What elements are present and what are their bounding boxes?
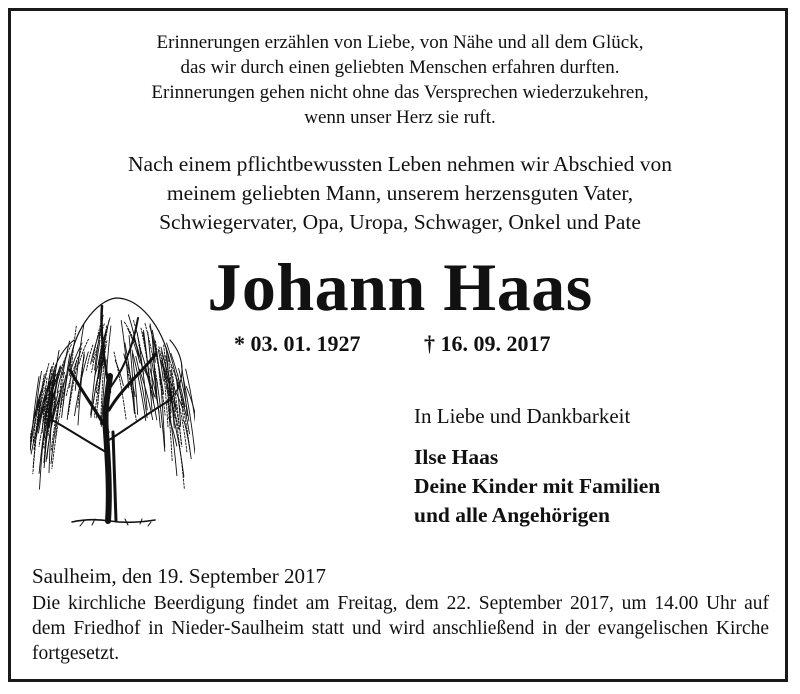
willow-twig: [157, 378, 165, 451]
poem-line: das wir durch einen geliebten Menschen erfahren durften.: [180, 57, 620, 78]
memorial-poem: [0, 30, 800, 130]
gratitude-line: In Liebe und Dankbarkeit: [414, 404, 631, 428]
intro-line: Nach einem pflichtbewussten Leben nehmen wir Abschied von: [128, 152, 672, 176]
birth-date: * 03. 01. 1927: [234, 331, 361, 356]
poem-line: wenn unser Herz sie ruft.: [304, 107, 496, 128]
intro-line: Schwiegervater, Opa, Uropa, Schwager, Onkel und Pate: [159, 210, 641, 234]
place-and-date: Saulheim, den 19. September 2017: [32, 564, 326, 588]
willow-twig: [75, 325, 84, 391]
willow-twig: [186, 369, 195, 435]
poem-line: Erinnerungen erzählen von Liebe, von Nähe und all dem Glück,: [156, 32, 644, 53]
death-date: † 16. 09. 2017: [424, 331, 551, 356]
deceased-name: Johann Haas: [207, 249, 593, 325]
signer-name: Deine Kinder mit Familien: [414, 474, 661, 498]
weeping-willow-icon: [30, 292, 195, 532]
mourners-block: [414, 402, 660, 530]
poem-line: Erinnerungen gehen nicht ohne das Versprechen wiederzukehren,: [151, 82, 649, 103]
signer-name: und alle Angehörigen: [414, 503, 610, 527]
intro-line: meinem geliebten Mann, unserem herzensguten Vater,: [166, 181, 634, 205]
farewell-intro: [0, 150, 800, 237]
willow-twig: [106, 326, 111, 378]
funeral-notice: Die kirchliche Beerdigung findet am Freitag, dem 22. September 2017, um 14.00 Uhr auf dem Friedhof in Nieder-Saulheim statt und wird anschließend in der evangelischen Kirche fortgesetzt.: [32, 593, 769, 664]
signer-name: Ilse Haas: [414, 445, 499, 469]
